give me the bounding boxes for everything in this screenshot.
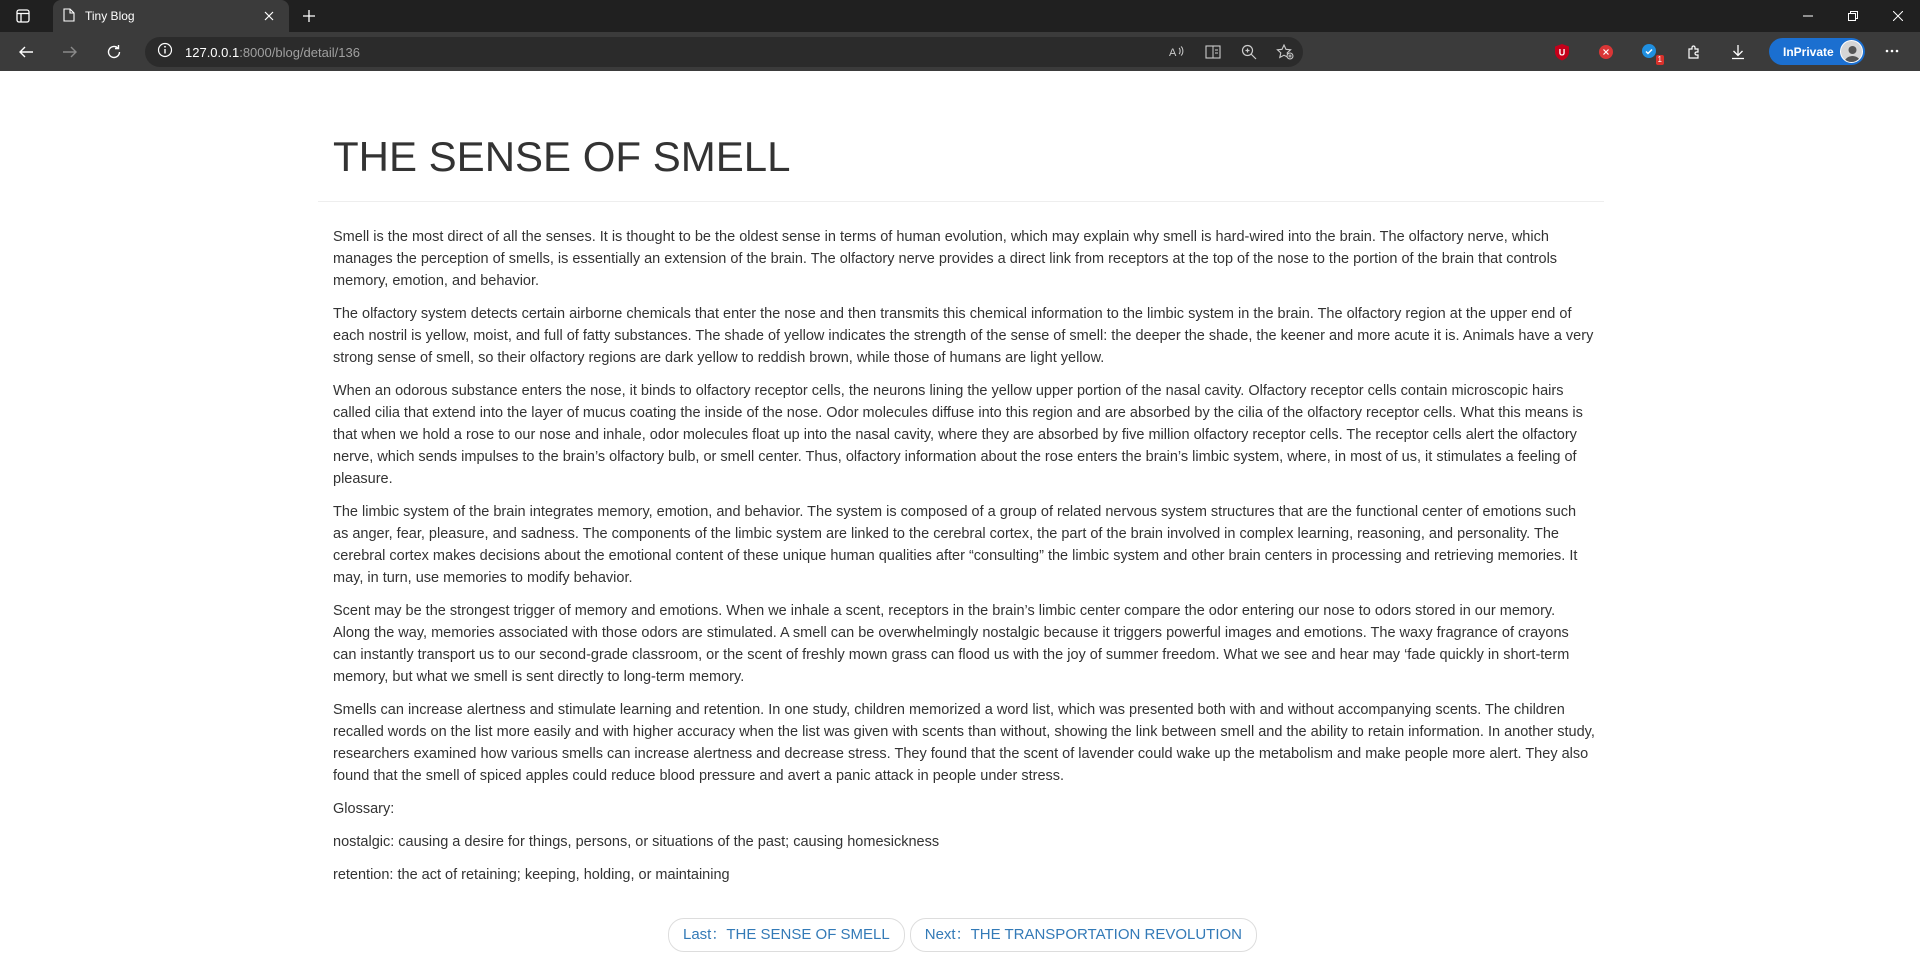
post-paragraph: Scent may be the strongest trigger of memory and emotions. When we inhale a scent, receptors in the brain’s limbic center compare the odor entering our nose to odors stored in our memory. Along the way, memories associated with those odors are stimulated. A smell can be overwhelmingly nostalgic because it triggers powerful images and emotions. The waxy fragrance of crayons can instantly transport us to our second-grade classroom, or the scent of freshly mown grass can flood us with the joy of summer freedom. What we see and hear may ‘fade quickly in short-term memory, but what we smell is sent directly to long-term memory. — [333, 603, 1570, 685]
address-bar[interactable] — [145, 37, 1303, 67]
extensions-puzzle-icon[interactable] — [1672, 37, 1716, 67]
red-extension-icon[interactable] — [1584, 37, 1628, 67]
ublock-extension-icon[interactable] — [1540, 37, 1584, 67]
forward-icon[interactable] — [52, 36, 88, 68]
browser-tab[interactable] — [53, 0, 289, 32]
back-icon[interactable] — [8, 36, 44, 68]
glossary-heading: Glossary: — [333, 801, 395, 817]
svg-text:U: U — [1558, 47, 1566, 57]
glossary-item: nostalgic: causing a desire for things, persons, or situations of the past; causing homesickness — [333, 834, 940, 850]
extension-badge: 1 — [1657, 54, 1662, 64]
window-controls — [1785, 0, 1920, 32]
next-post-link[interactable]: Next：THE TRANSPORTATION REVOLUTION — [910, 918, 1257, 952]
close-tab-icon[interactable] — [259, 6, 279, 26]
browser-toolbar — [0, 32, 1920, 71]
url-path: :8000/blog/detail/136 — [239, 44, 360, 60]
url-host: 127.0.0.1 — [185, 44, 240, 60]
refresh-icon[interactable] — [96, 36, 132, 68]
post-paragraph: The olfactory system detects certain airborne chemicals that enter the nose and then transmits this chemical information to the limbic system in the brain. The olfactory region at the upper end of each nostril is yellow, moist, and full of fatty substances. The shade of yellow indicates the strength of the sense of smell: the deeper the shade, the keener and more acute it is. Animals have a very strong sense of smell, so their olfactory regions are dark yellow to reddish brown, while those of humans are light yellow. — [333, 306, 1594, 366]
downloads-icon[interactable] — [1716, 37, 1760, 67]
more-options-icon[interactable] — [1876, 36, 1908, 66]
tab-actions-icon[interactable] — [7, 0, 39, 32]
glossary-item: retention: the act of retaining; keeping, holding, or maintaining — [333, 867, 730, 883]
title-divider — [318, 201, 1604, 202]
blue-extension-icon[interactable] — [1628, 37, 1672, 67]
avatar — [1840, 40, 1863, 63]
post-paragraph: Smell is the most direct of all the senses. It is thought to be the oldest sense in terms of human evolution, which may explain why smell is hard-wired into the brain. The olfactory nerve, which manages the perception of smells, is essentially an extension of the brain. The olfactory nerve provides a direct link from receptors at the top of the nose to the portion of the brain that controls memory, emotion, and behavior. — [333, 229, 1558, 289]
post-paragraph: When an odorous substance enters the nose, it binds to olfactory receptor cells, the neurons lining the yellow upper portion of the nasal cavity. Olfactory receptor cells contain microscopic hairs called cilia that extend into the layer of mucus coating the inside of the nose. Odor molecules diffuse into this region and are absorbed by the cilia of the olfactory receptor cells. What this means is that when we hold a rose to our nose and inhale, odor molecules float up into the nasal cavity, where they are absorbed by five million olfactory receptor cells. The receptor cells alert the olfactory nerve, which sends impulses to the brain’s olfactory bulb, or smell center. Thus, olfactory information about the rose enters the brain’s limbic system, where, in most of us, it stimulates a feeling of pleasure. — [333, 383, 1583, 487]
inprivate-button[interactable] — [1769, 38, 1865, 65]
post-title: THE SENSE OF SMELL — [333, 133, 791, 180]
svg-text:A: A — [1169, 47, 1177, 59]
post-paragraph: Smells can increase alertness and stimulate learning and retention. In one study, children memorized a word list, which was presented both with and without accompanying scents. The children recalled words on the list more easily and with higher accuracy when the list was given with scents than without, showing the link between smell and the ability to retain information. In another study, researchers examined how various smells can increase alertness and decrease stress. They found that the scent of lavender could wake up the metabolism and make people more alert. They also found that the smell of spiced apples could reduce blood pressure and avert a panic attack in people under stress. — [333, 702, 1595, 784]
previous-post-link[interactable]: Last：THE SENSE OF SMELL — [668, 918, 905, 952]
restore-icon[interactable] — [1830, 0, 1875, 32]
address-bar-actions — [1159, 37, 1303, 67]
post-paragraph: The limbic system of the brain integrates memory, emotion, and behavior. The system is composed of a group of related nervous system structures that are the functional center of emotions such as anger, fear, pleasure, and sadness. The components of the limbic system are linked to the cerebral cortex, the part of the brain involved in complex learning, reasoning, and personality. The cerebral cortex makes decisions about the emotional content of these unique human qualities after “consulting” the limbic system and other brain centers in processing and retrieving memories. It may, in turn, use memories to modify behavior. — [333, 504, 1578, 586]
close-window-icon[interactable] — [1875, 0, 1920, 32]
add-favorite-icon[interactable] — [1267, 37, 1303, 67]
read-aloud-icon[interactable] — [1159, 37, 1195, 67]
extensions-area — [1540, 32, 1760, 71]
site-info-icon[interactable] — [157, 42, 173, 63]
post-pager — [0, 918, 1920, 952]
minimize-icon[interactable] — [1785, 0, 1830, 32]
zoom-icon[interactable] — [1231, 37, 1267, 67]
inprivate-label: InPrivate — [1783, 44, 1834, 59]
page-viewport — [0, 71, 1920, 973]
page-icon — [63, 8, 75, 25]
tab-title: Tiny Blog — [85, 9, 135, 23]
new-tab-icon[interactable] — [293, 0, 325, 32]
url-text[interactable] — [185, 45, 360, 60]
post-body — [333, 226, 1595, 897]
immersive-reader-icon[interactable] — [1195, 37, 1231, 67]
tab-bar — [0, 0, 1920, 32]
